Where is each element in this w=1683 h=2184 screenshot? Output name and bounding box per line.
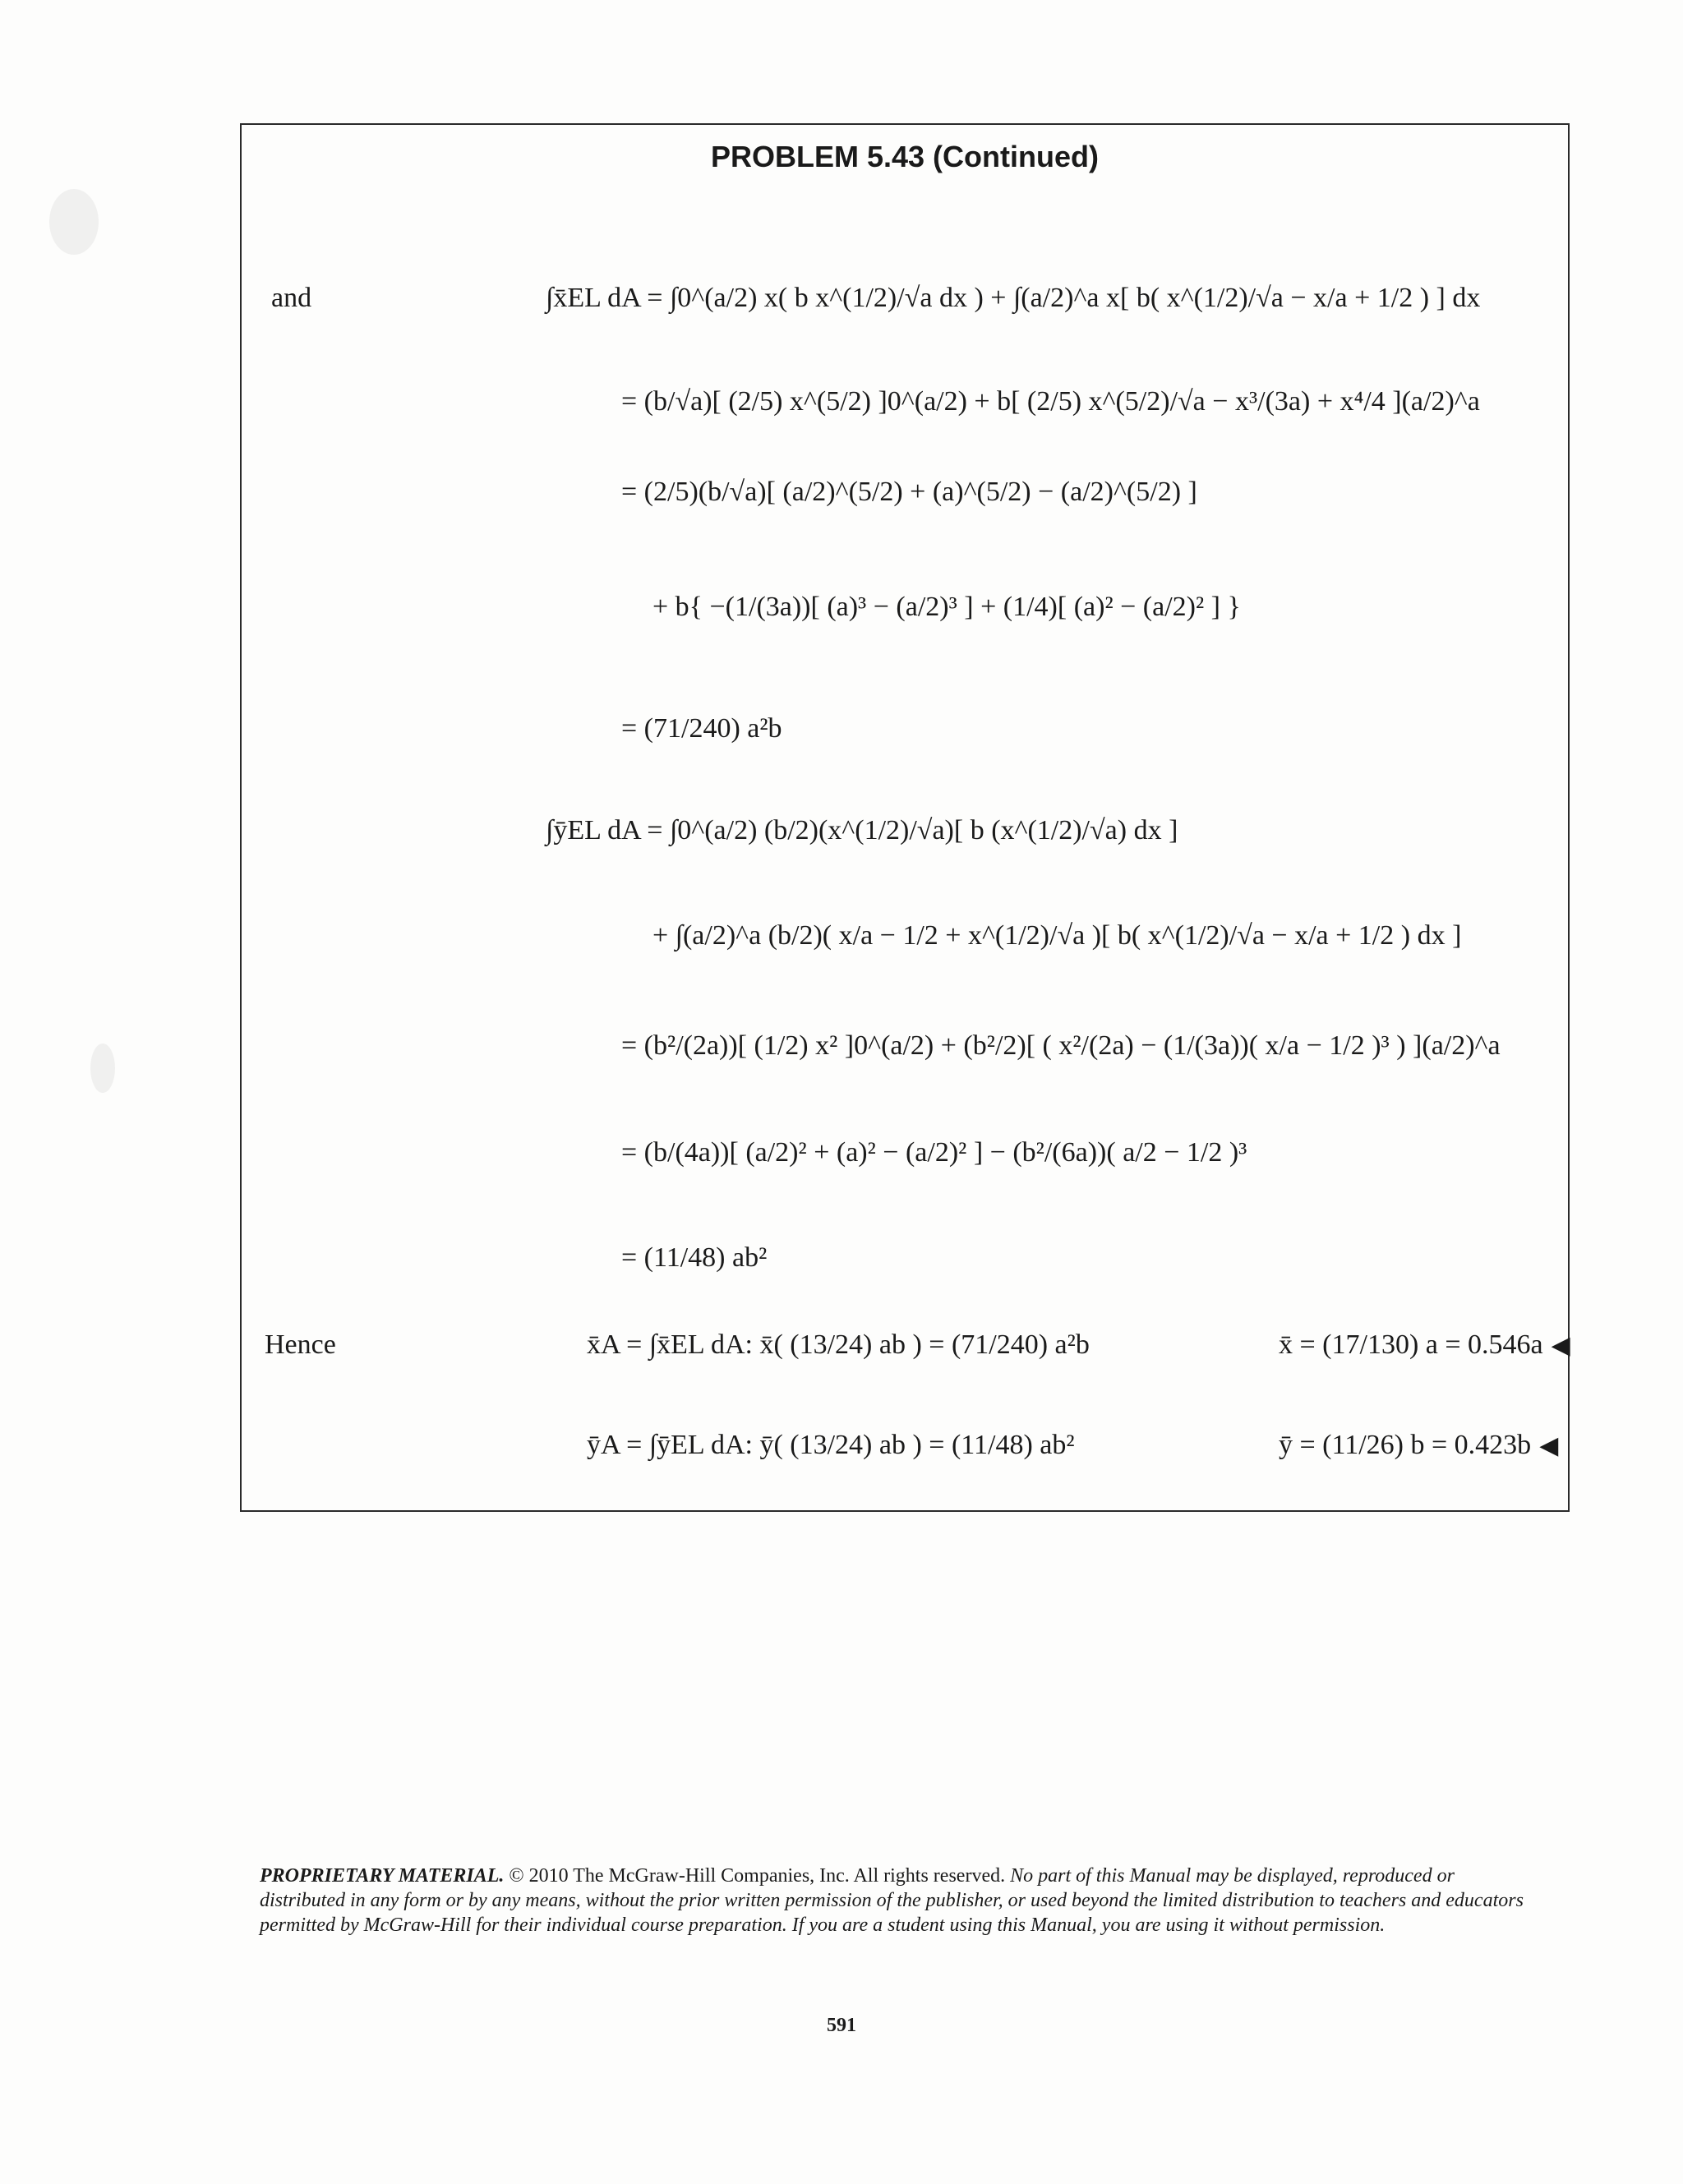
- result-xbar: [1279, 1329, 1570, 1361]
- equation-line-5: = (71/240) a²b: [621, 713, 782, 744]
- label-and: and: [271, 283, 312, 313]
- answer-marker-icon: ◀: [1539, 1432, 1559, 1459]
- page-number: 591: [827, 2015, 856, 2036]
- equation-line-4: + b{ −(1/(3a))[ (a)³ − (a/2)³ ] + (1/4)[ (a)² − (a/2)² ] }: [652, 592, 1241, 622]
- footer-lead: PROPRIETARY MATERIAL.: [260, 1865, 505, 1887]
- scan-smudge: [90, 1044, 115, 1093]
- equation-line-7: + ∫(a/2)^a (b/2)( x/a − 1/2 + x^(1/2)/√a )[ b( x^(1/2)/√a − x/a + 1/2 ) dx ]: [652, 920, 1462, 951]
- footer-notice: No part of this Manual may be displayed, reproduced or distributed in any form or by any means, without the prior written permission of the publisher, or used beyond the limited distribution to teachers and educators permitted by McGraw-Hill for their individual course preparation. If you are a student using this Manual, you are using it without permission.: [260, 1865, 1524, 1936]
- equation-line-3: = (2/5)(b/√a)[ (a/2)^(5/2) + (a)^(5/2) − (a/2)^(5/2) ]: [621, 477, 1197, 507]
- page-title: PROBLEM 5.43 (Continued): [710, 140, 1099, 173]
- scan-smudge: [49, 189, 99, 255]
- equation-line-10: = (11/48) ab²: [621, 1242, 768, 1273]
- hence-equation-y: ȳA = ∫ȳEL dA: ȳ( (13/24) ab ) = (11/48) ab²: [587, 1430, 1075, 1460]
- result-ybar: [1279, 1430, 1558, 1461]
- label-hence: Hence: [265, 1329, 336, 1360]
- equation-line-6: ∫ȳEL dA = ∫0^(a/2) (b/2)(x^(1/2)/√a)[ b (x^(1/2)/√a) dx ]: [546, 815, 1178, 845]
- hence-equation-x: x̄A = ∫x̄EL dA: x̄( (13/24) ab ) = (71/240) a²b: [587, 1329, 1090, 1360]
- equation-line-8: = (b²/(2a))[ (1/2) x² ]0^(a/2) + (b²/2)[ ( x²/(2a) − (1/(3a))( x/a − 1/2 )³ ) ](a/2)^a: [621, 1030, 1501, 1061]
- equation-line-9: = (b/(4a))[ (a/2)² + (a)² − (a/2)² ] − (b²/(6a))( a/2 − 1/2 )³: [621, 1137, 1247, 1168]
- result-ybar-text: ȳ = (11/26) b = 0.423b: [1279, 1430, 1532, 1460]
- equation-line-1: ∫x̄EL dA = ∫0^(a/2) x( b x^(1/2)/√a dx ) + ∫(a/2)^a x[ b( x^(1/2)/√a − x/a + 1/2 ) ] dx: [546, 283, 1481, 313]
- result-xbar-text: x̄ = (17/130) a = 0.546a: [1279, 1329, 1543, 1360]
- problem-frame: [240, 123, 1570, 1512]
- equation-line-2: = (b/√a)[ (2/5) x^(5/2) ]0^(a/2) + b[ (2/5) x^(5/2)/√a − x³/(3a) + x⁴/4 ](a/2)^a: [621, 386, 1480, 417]
- answer-marker-icon: ◀: [1551, 1332, 1570, 1359]
- copyright-notice: [260, 1864, 1542, 1937]
- footer-copyright: © 2010 The McGraw-Hill Companies, Inc. All rights reserved.: [509, 1865, 1006, 1887]
